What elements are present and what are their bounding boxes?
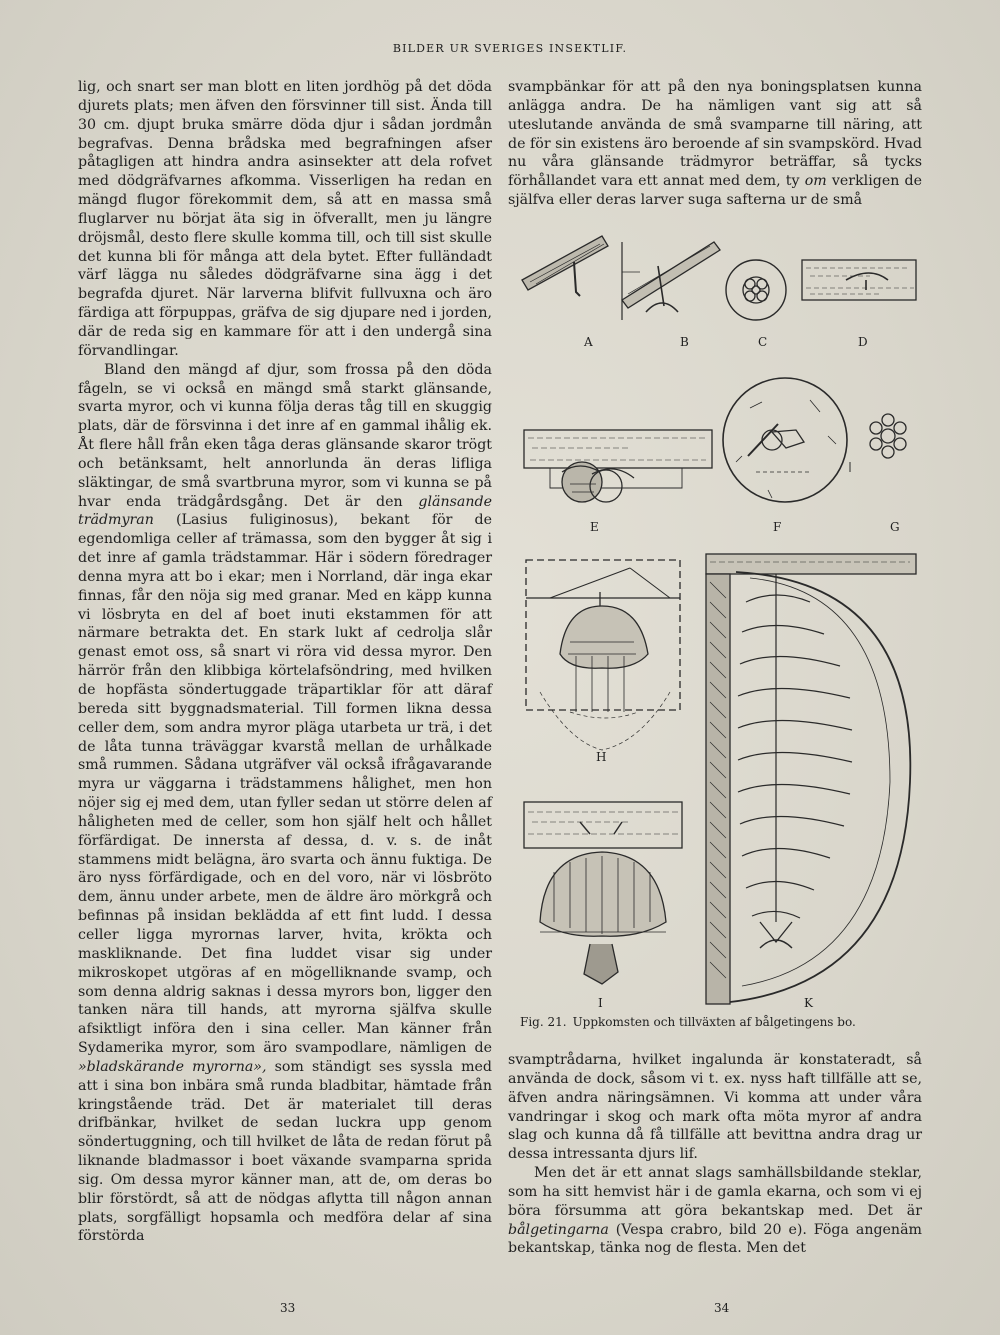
italic-term: glänsande trädmyran [78,493,492,529]
left-column [78,78,492,1246]
figure-label-b: B [680,335,689,349]
drawing-a [522,236,608,296]
figure-caption [520,1015,920,1029]
paragraph-text: svampbänkar för att på den nya boningsplatsen kunna anlägga andra. De ha nämligen vant sig att så uteslutande använda de små svamparne till näring, att de för sin existens äro beroende af sin svampskörd. Hvad nu våra glänsande trädmyror beträffar, så tycks förhållandet vara ett annat med dem, ty [508,79,922,190]
page-number-left: 33 [280,1301,296,1315]
figure-label-e: E [590,520,599,534]
paragraph-text: Men det är ett annat slags samhällsbildande steklar, som ha sitt hemvist här i de gamla ekarna, och som vi ej böra försumma att göra bekantskap med. Det är [508,1165,922,1219]
paragraph [508,78,922,210]
figure-label-d: D [858,335,868,349]
figure-hornet-nest [510,222,922,1022]
drawing-h [526,560,680,750]
drawing-g [850,414,906,472]
figure-label-k: K [804,996,813,1010]
italic-term: om [804,173,827,190]
paragraph [508,1051,922,1164]
paragraph-text: (Lasius fuliginosus), bekant för de egendomliga celler af trämassa, som den bygger åt sig i det inre af gamla trädstammar. Här i södern föredrager denna myra att bo i ekar; men i Norrland, där inga ekar finnas, får den nöja sig med granar. Med en käpp kunna vi lösbryta en del af boet inuti ekstammen för att närmare betrakta det. En stark lukt af cedrolja slår genast emot oss, så snart vi röra vid dessa myror. Den härrör från den klibbiga körtelafsöndring, med hvilken de hopfästa söndertuggade träpartiklar för att däraf bereda sitt byggnadsmaterial. Till formen likna dessa celler dem, som andra myror pläga utarbeta ur trä, i det de låta tunna träväggar kvarstå mellan de urhålkade små rummen. Sådana utgräfver väl också ifrågavarande myra ur väggarna i trädstammens hålighet, men hon nöjer sig ej med dem, utan fyller sedan ut större delen af håligheten med de celler, som hon själf helt och hållet förfärdigat. De innersta af dessa, d. v. s. de inåt stammens midt belägna, äro svarta och ännu fuktiga. De äro nyss förfärdigade, och en del voro, när vi lösbröto dem, ännu under arbete, men de äldre äro mörkgrå och befinnas på insidan beklädda af ett fint ludd. I dessa celler ligga myrornas larver, hvita, krökta och maskliknande. Det fina luddet visar sig under mikroskopet utgöras af en mögelliknande svamp, och som denna aldrig saknas i dessa myrors bon, ligger den tanken nära till hands, att myrorna själfva skulle afsiktligt införa den i sina celler. Man känner från Sydamerika myror, som äro svampodlare, nämligen de [78,512,492,1057]
paragraph-text: som ständigt ses syssla med att i sina bon inbära små runda bladbitar, hämtade från kringstående träd. Det är materialet till deras drifbänkar, hvilket de sedan luckra upp genom söndertuggning, och till hvilket de låta de redan förut på liknande bladmassor i boet växande svamparna sprida sig. Om dessa myror känner man, att de, om deras bo blir förstördt, så att de nödgas aflytta till någon annan plats, sorgfälligt hopsamla och medföra delar af sina förstörda [78,1058,493,1245]
drawing-b [622,242,720,320]
right-column-top [508,78,922,210]
paragraph [508,1164,922,1258]
running-head: BILDER UR SVERIGES INSEKTLIF. [392,42,628,55]
page-number-right: 34 [714,1301,730,1315]
italic-term: bålgetingarna [508,1221,609,1238]
figure-label-h: H [596,750,607,764]
italic-term: »bladskärande myrorna», [78,1058,267,1075]
caption-text: Uppkomsten och tillväxten af bålgetingens bo. [572,1015,856,1029]
drawing-f [723,378,847,502]
drawing-k [706,554,916,1004]
paragraph-text: verkligen de själfva eller deras larver suga safterna ur de små [508,173,923,209]
paragraph-text: lig, och snart ser man blott en liten jordhög på det döda djurets plats; men äfven den försvinner till sist. Ända till 30 cm. djupt bruka smärre döda djur i sådan jordmån begrafvas. Denna brådska med begrafningen afser påtagligen att hindra andra asinsekter att dela rofvet med dödgräfvarnes afkomma. Visserligen ha redan en mängd flugor förekommit dem, så att en massa små fluglarver nu börjat äta sig in öfverallt, men ju längre dröjsmål, desto flere skulle komma till, och till sist skulle det kunna bli för många att dela bytet. Efter fulländadt värf lägga nu således dödgräfvarne sina ägg i det begrafda djuret. När larverna blifvit fullvuxna och äro färdiga att förpuppas, gräfva de sig djupare ned i jorden, där de reda sig en kammare för att i den undergå sina förvandlingar. [78,79,492,359]
figure-label-c: C [758,335,768,349]
figure-label-a: A [584,335,593,349]
figure-label-g: G [890,520,900,534]
figure-label-f: F [773,520,782,534]
drawing-c [726,260,786,320]
paragraph-text: (Vespa crabro, bild 20 e). Föga angenäm bekantskap, tänka nog de flesta. Men det [508,1221,922,1257]
caption-number: Fig. 21. [520,1015,567,1029]
drawing-d [802,260,916,300]
drawing-e [524,430,712,502]
figure-label-i: I [598,996,603,1010]
paragraph-text: svamptrådarna, hvilket ingalunda är konstateradt, så använda de dock, såsom vi t. ex. nyss haft tillfälle att se, äfven andra näringsämnen. Vi komma att under våra vandringar i skog och mark ofta möta myror af andra slag och kunna då få tillfälle att bevittna andra drag ur dessa intressanta djurs lif. [508,1052,922,1163]
paragraph-text: Bland den mängd af djur, som frossa på den döda fågeln, se vi också en mängd små starkt glänsande, svarta myror, och vi kunna följa deras tåg till en skuggig plats, där de försvinna i det inre af en gammal ihålig ek. Åt flere håll från eken tåga deras glänsande skaror trögt och betänksamt, helt annorlunda än deras lifliga släktingar, de små svartbruna myror, som vi kunna se på hvar enda trädgårdsgång. Det är den [78,361,492,510]
right-column-bottom [508,1051,922,1258]
drawing-i [524,802,682,984]
paragraph [78,78,492,361]
paragraph [78,361,492,1247]
